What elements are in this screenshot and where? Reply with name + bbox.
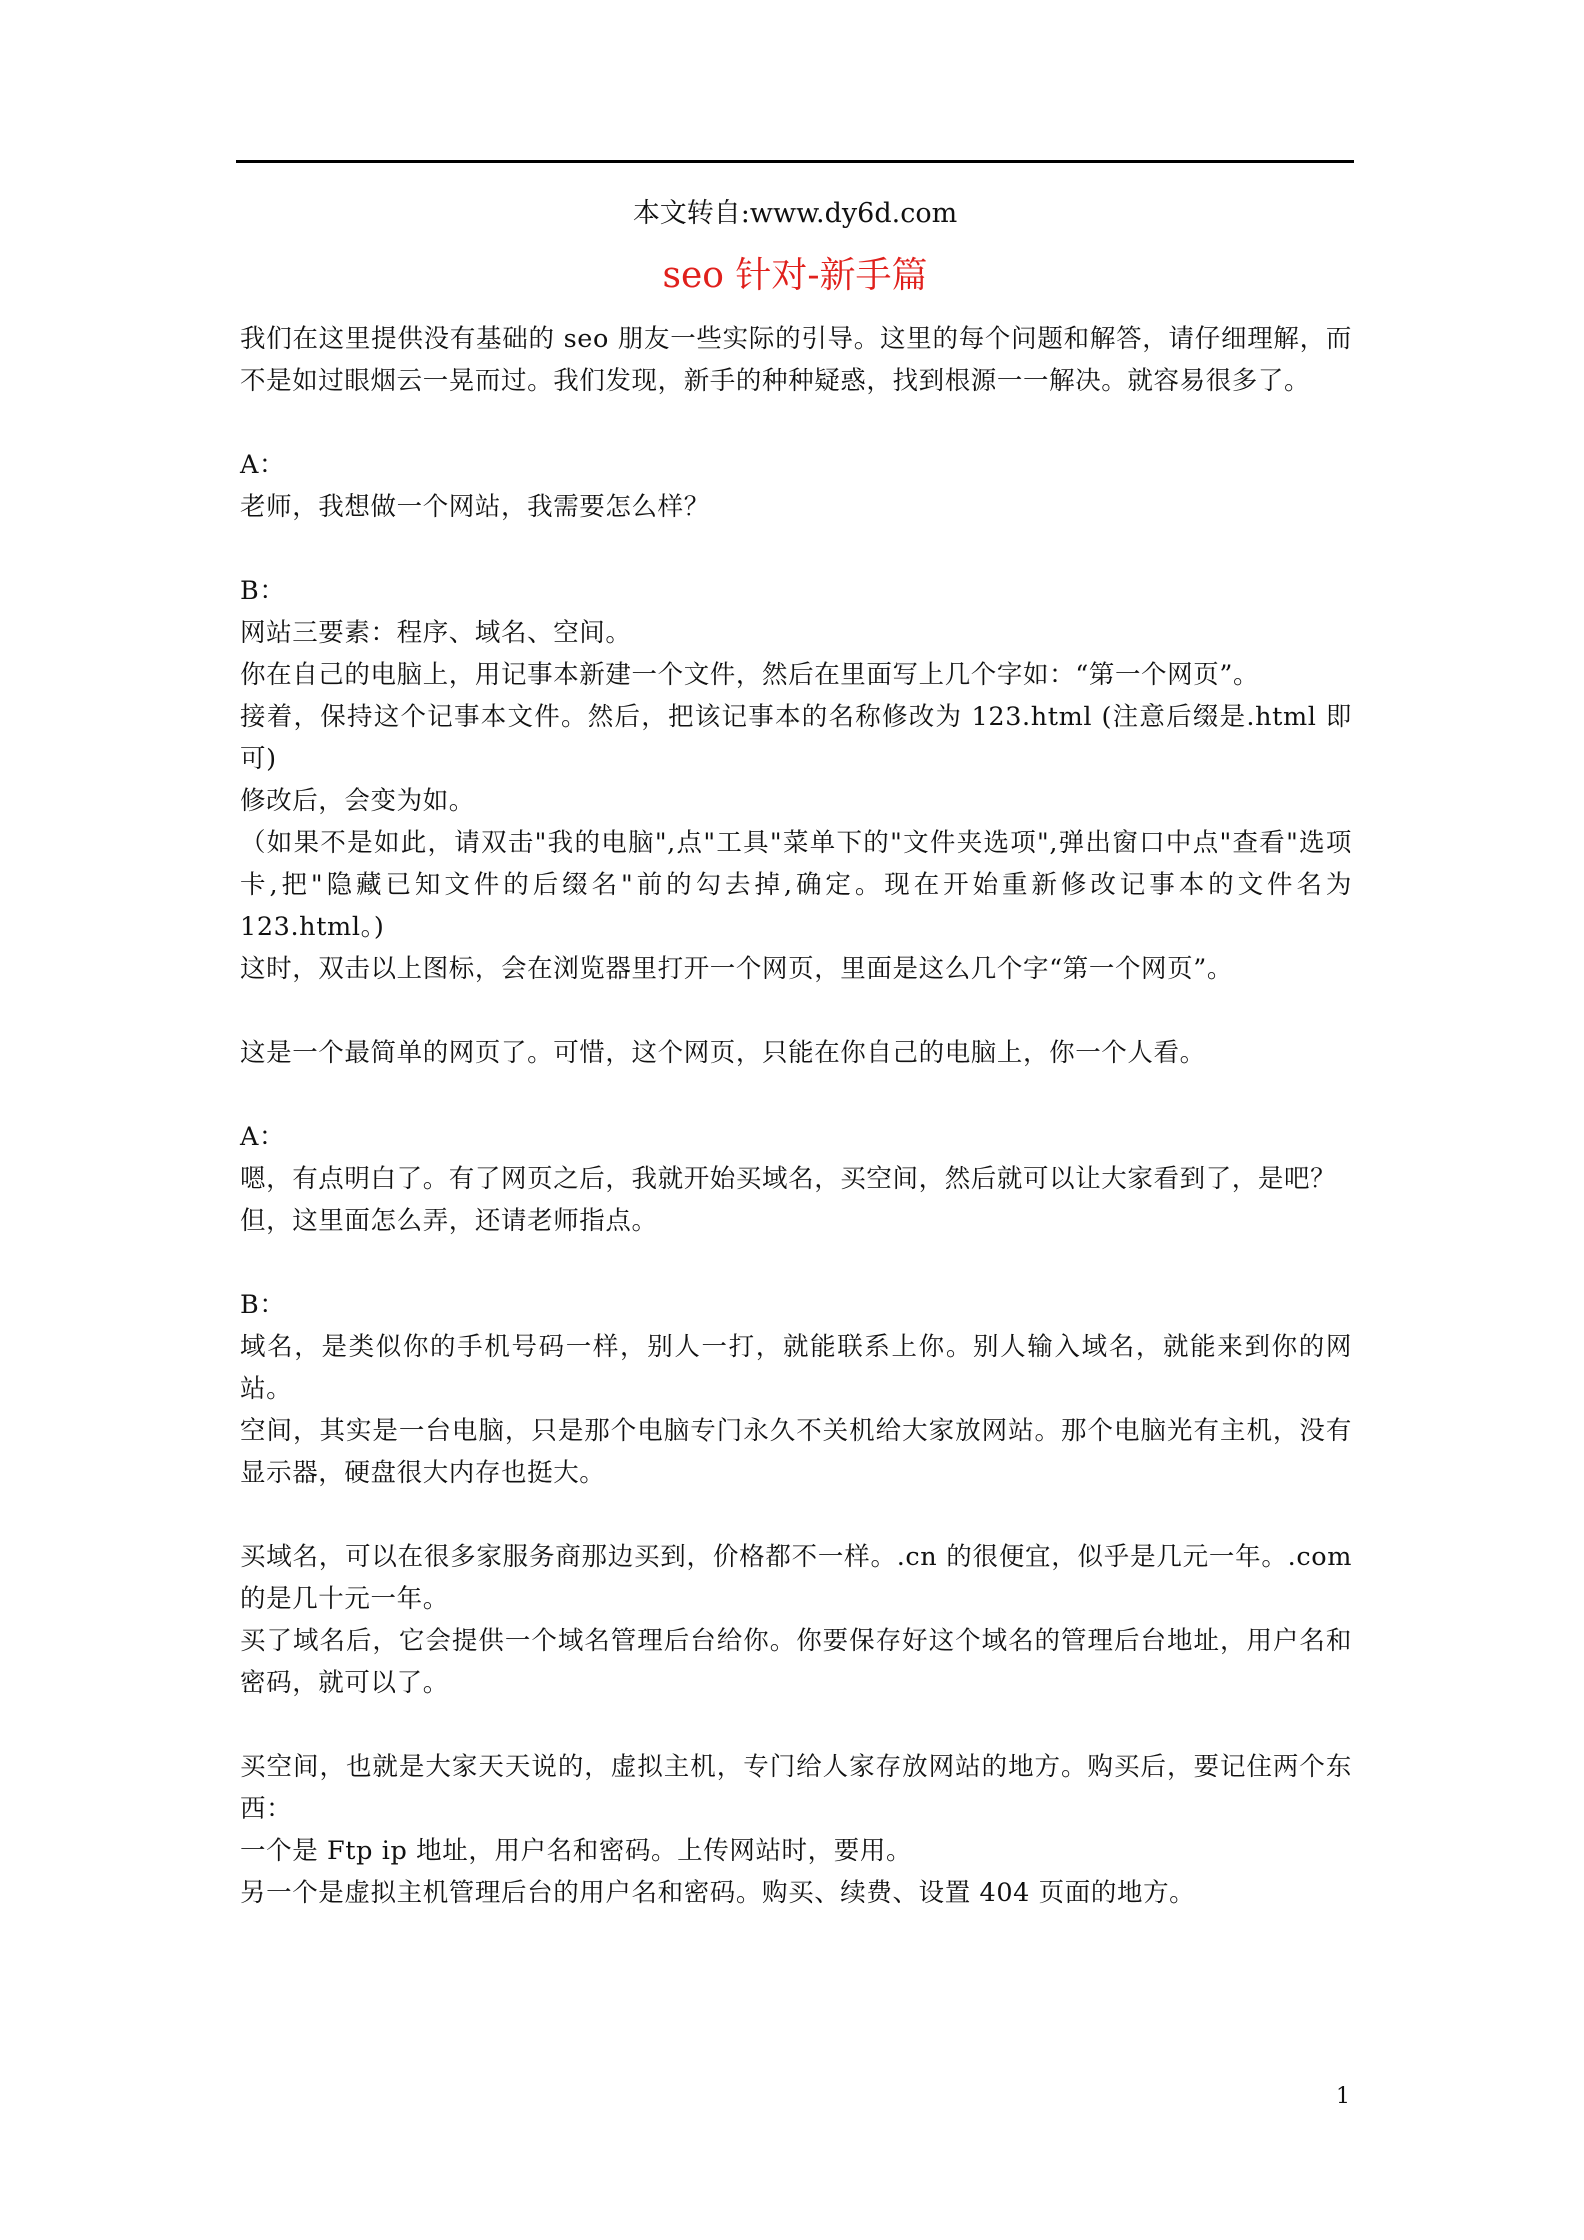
answer-line: 域名，是类似你的手机号码一样，别人一打，就能联系上你。别人输入域名，就能来到你的网站。 <box>240 1332 1352 1404</box>
page-number: 1 <box>1336 2084 1350 2109</box>
answer-label: B： <box>240 1290 286 1320</box>
answer-line: 空间，其实是一台电脑，只是那个电脑专门永久不关机给大家放网站。那个电脑光有主机，没有显示器，硬盘很大内存也挺大。 <box>240 1416 1352 1488</box>
hosting-line: 买空间，也就是大家天天说的，虚拟主机，专门给人家存放网站的地方。购买后，要记住两个东西： <box>240 1752 1352 1824</box>
hosting-line: 另一个是虚拟主机管理后台的用户名和密码。购买、续费、设置 404 页面的地方。 <box>240 1878 1196 1908</box>
paragraph-gap <box>240 990 1352 1032</box>
answer-line: （如果不是如此，请双击"我的电脑",点"工具"菜单下的"文件夹选项",弹出窗口中点"查看"选项卡,把"隐藏已知文件的后缀名"前的勾去掉,确定。现在开始重新修改记事本的文件名为 123.html。) <box>240 828 1352 942</box>
question-line: 嗯，有点明白了。有了网页之后，我就开始买域名，买空间，然后就可以让大家看到了，是吧？ <box>240 1164 1337 1194</box>
question-line: 但，这里面怎么弄，还请老师指点。 <box>240 1206 658 1236</box>
question-text: 老师，我想做一个网站，我需要怎么样？ <box>240 492 710 522</box>
paragraph-gap <box>240 402 1352 444</box>
answer-line: 这时，双击以上图标，会在浏览器里打开一个网页，里面是这么几个字“第一个网页”。 <box>240 954 1233 984</box>
source-line: 本文转自:www.dy6d.com <box>632 198 958 229</box>
paragraph-gap <box>240 528 1352 570</box>
paragraph-gap <box>240 1074 1352 1116</box>
header-rule <box>236 160 1354 163</box>
answer-line: 你在自己的电脑上，用记事本新建一个文件，然后在里面写上几个字如：“第一个网页”。 <box>240 660 1260 690</box>
answer-line: 网站三要素：程序、域名、空间。 <box>240 618 632 648</box>
domain-line: 买了域名后，它会提供一个域名管理后台给你。你要保存好这个域名的管理后台地址，用户名和密码，就可以了。 <box>240 1626 1352 1698</box>
question-label: A： <box>240 1122 286 1152</box>
intro-paragraph: 我们在这里提供没有基础的 seo 朋友一些实际的引导。这里的每个问题和解答，请仔细理解，而不是如过眼烟云一晃而过。我们发现，新手的种种疑惑，找到根源一一解决。就容易很多了。 <box>240 324 1352 396</box>
document-body <box>240 318 1352 1914</box>
answer-label: B： <box>240 576 286 606</box>
question-label: A： <box>240 450 286 480</box>
paragraph-gap <box>240 1242 1352 1284</box>
answer-closing: 这是一个最简单的网页了。可惜，这个网页，只能在你自己的电脑上，你一个人看。 <box>240 1038 1206 1068</box>
paragraph-gap <box>240 1494 1352 1536</box>
answer-line: 接着，保持这个记事本文件。然后，把该记事本的名称修改为 123.html (注意后缀是.html 即可) <box>240 702 1352 774</box>
answer-line: 修改后，会变为如。 <box>240 786 475 816</box>
hosting-line: 一个是 Ftp ip 地址，用户名和密码。上传网站时，要用。 <box>240 1836 913 1866</box>
document-title: seo 针对-新手篇 <box>662 255 928 296</box>
domain-line: 买域名，可以在很多家服务商那边买到，价格都不一样。.cn 的很便宜，似乎是几元一年。.com 的是几十元一年。 <box>240 1542 1352 1614</box>
paragraph-gap <box>240 1704 1352 1746</box>
